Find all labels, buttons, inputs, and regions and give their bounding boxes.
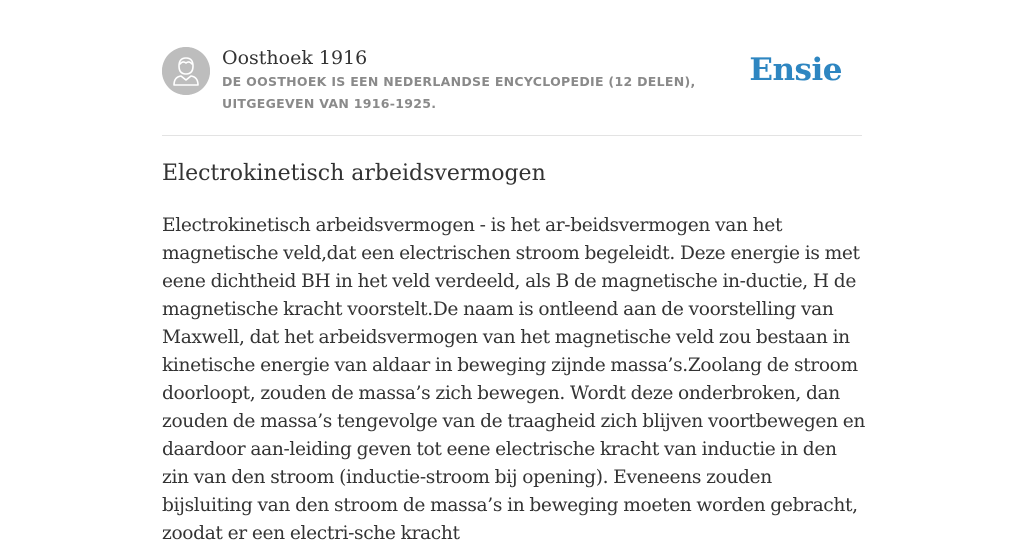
article-body: Electrokinetisch arbeidsvermogen - is het ar-beidsvermogen van het magnetische veld,dat een electrischen stroom begeleidt. Deze energie is met eene dichtheid BH in het veld verdeeld, als B de magnetische in-ductie, H de magnetische kracht voorstelt.De naam is ontleend aan de voorstelling van Maxwell, dat het arbeidsvermogen van het magnetische veld zou bestaan in kinetische energie van aldaar in beweging zijnde massa’s.Zoolang de stroom doorloopt, zouden de massa’s zich bewegen. Wordt deze onderbroken, dan zouden de massa’s tengevolge van de traagheid zich blijven voortbewegen en daardoor aan-leiding geven tot eene electrische kracht van inductie in den zin van den stroom (inductie-stroom bij opening). Eveneens zouden bijsluiting van den stroom de massa’s in beweging moeten worden gebracht, zoodat er een electri-sche kracht <box>162 215 866 544</box>
header-divider <box>162 135 862 136</box>
source-description: DE OOSTHOEK IS EEN NEDERLANDSE ENCYCLOPEDIE (12 DELEN), UITGEGEVEN VAN 1916-1925. <box>222 74 696 111</box>
article-title: Electrokinetisch arbeidsvermogen <box>162 161 546 186</box>
ensie-logo[interactable]: Ensie <box>749 52 842 88</box>
source-title[interactable]: Oosthoek 1916 <box>222 47 368 69</box>
source-header <box>162 46 862 136</box>
user-icon <box>162 47 210 95</box>
